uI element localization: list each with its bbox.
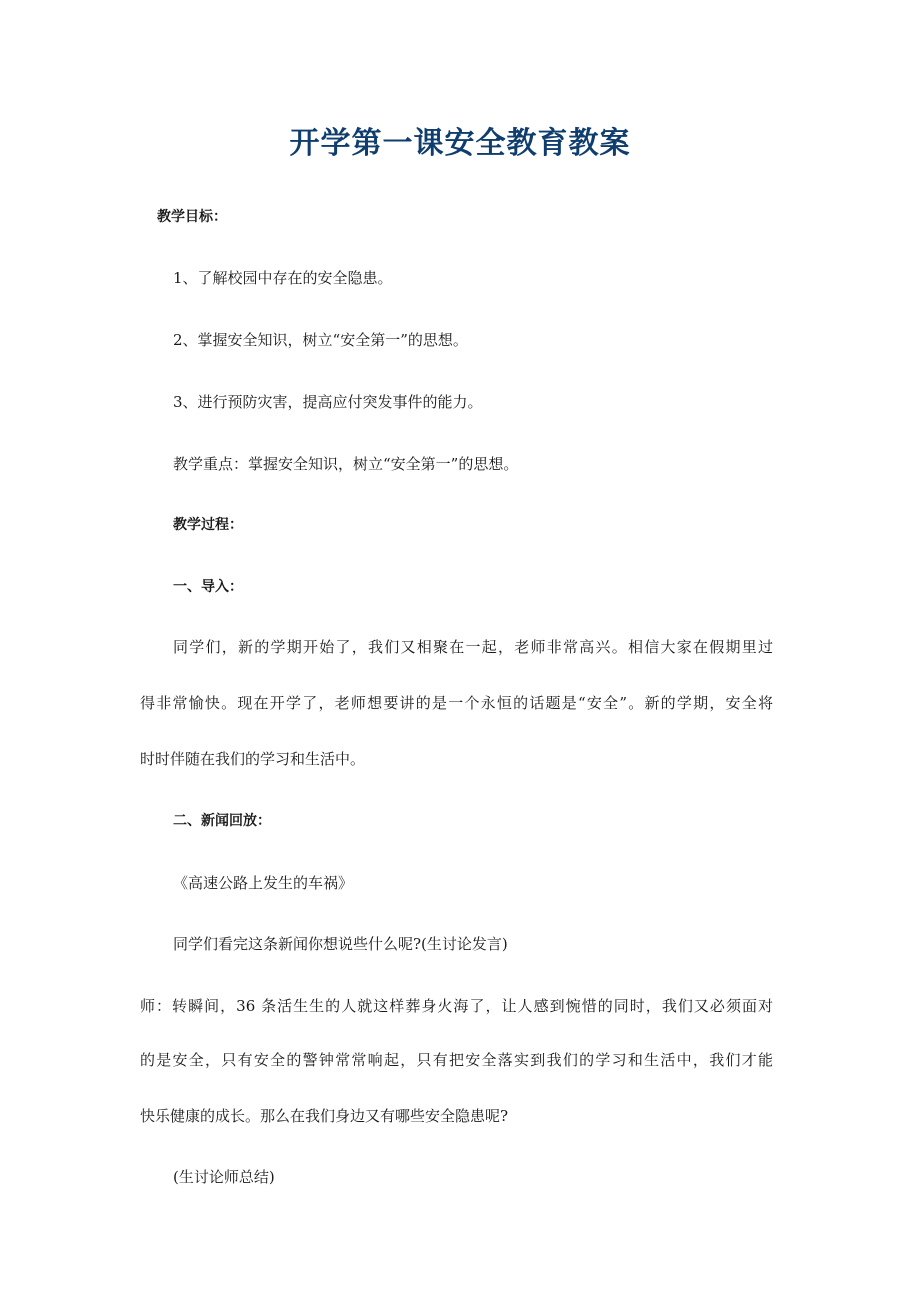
section1-paragraph-line-1: 同学们，新的学期开始了，我们又相聚在一起，老师非常高兴。相信大家在假期里过 — [173, 638, 773, 656]
goal-item-3: 3、进行预防灾害，提高应付突发事件的能力。 — [173, 393, 483, 411]
section1-paragraph-line-3: 时时伴随在我们的学习和生活中。 — [140, 750, 366, 768]
discussion-question: 同学们看完这条新闻你想说些什么呢?(生讨论发言) — [173, 935, 508, 953]
goals-heading: 教学目标： — [157, 209, 227, 225]
goal-item-2: 2、掌握安全知识，树立“安全第一”的思想。 — [173, 331, 468, 349]
news-title: 《高速公路上发生的车祸》 — [173, 874, 354, 892]
process-heading: 教学过程： — [173, 517, 243, 533]
teacher-paragraph-line-1: 师：转瞬间，36 条活生生的人就这样葬身火海了，让人感到惋惜的同时，我们又必须面对 — [140, 997, 773, 1015]
teacher-paragraph-line-3: 快乐健康的成长。那么在我们身边又有哪些安全隐患呢? — [140, 1107, 509, 1125]
discussion-summary: (生讨论师总结) — [173, 1168, 275, 1186]
teacher-paragraph-line-2: 的是安全，只有安全的警钟常常响起，只有把安全落实到我们的学习和生活中，我们才能 — [140, 1051, 773, 1069]
goal-item-1: 1、了解校园中存在的安全隐患。 — [173, 269, 393, 287]
section2-heading: 二、新闻回放： — [173, 813, 271, 829]
document-title: 开学第一课安全教育教案 — [289, 126, 631, 161]
key-point: 教学重点：掌握安全知识，树立“安全第一”的思想。 — [173, 455, 519, 473]
section1-heading: 一、导入： — [173, 579, 243, 595]
section1-paragraph-line-2: 得非常愉快。现在开学了，老师想要讲的是一个永恒的话题是“安全”。新的学期，安全将 — [140, 694, 773, 712]
